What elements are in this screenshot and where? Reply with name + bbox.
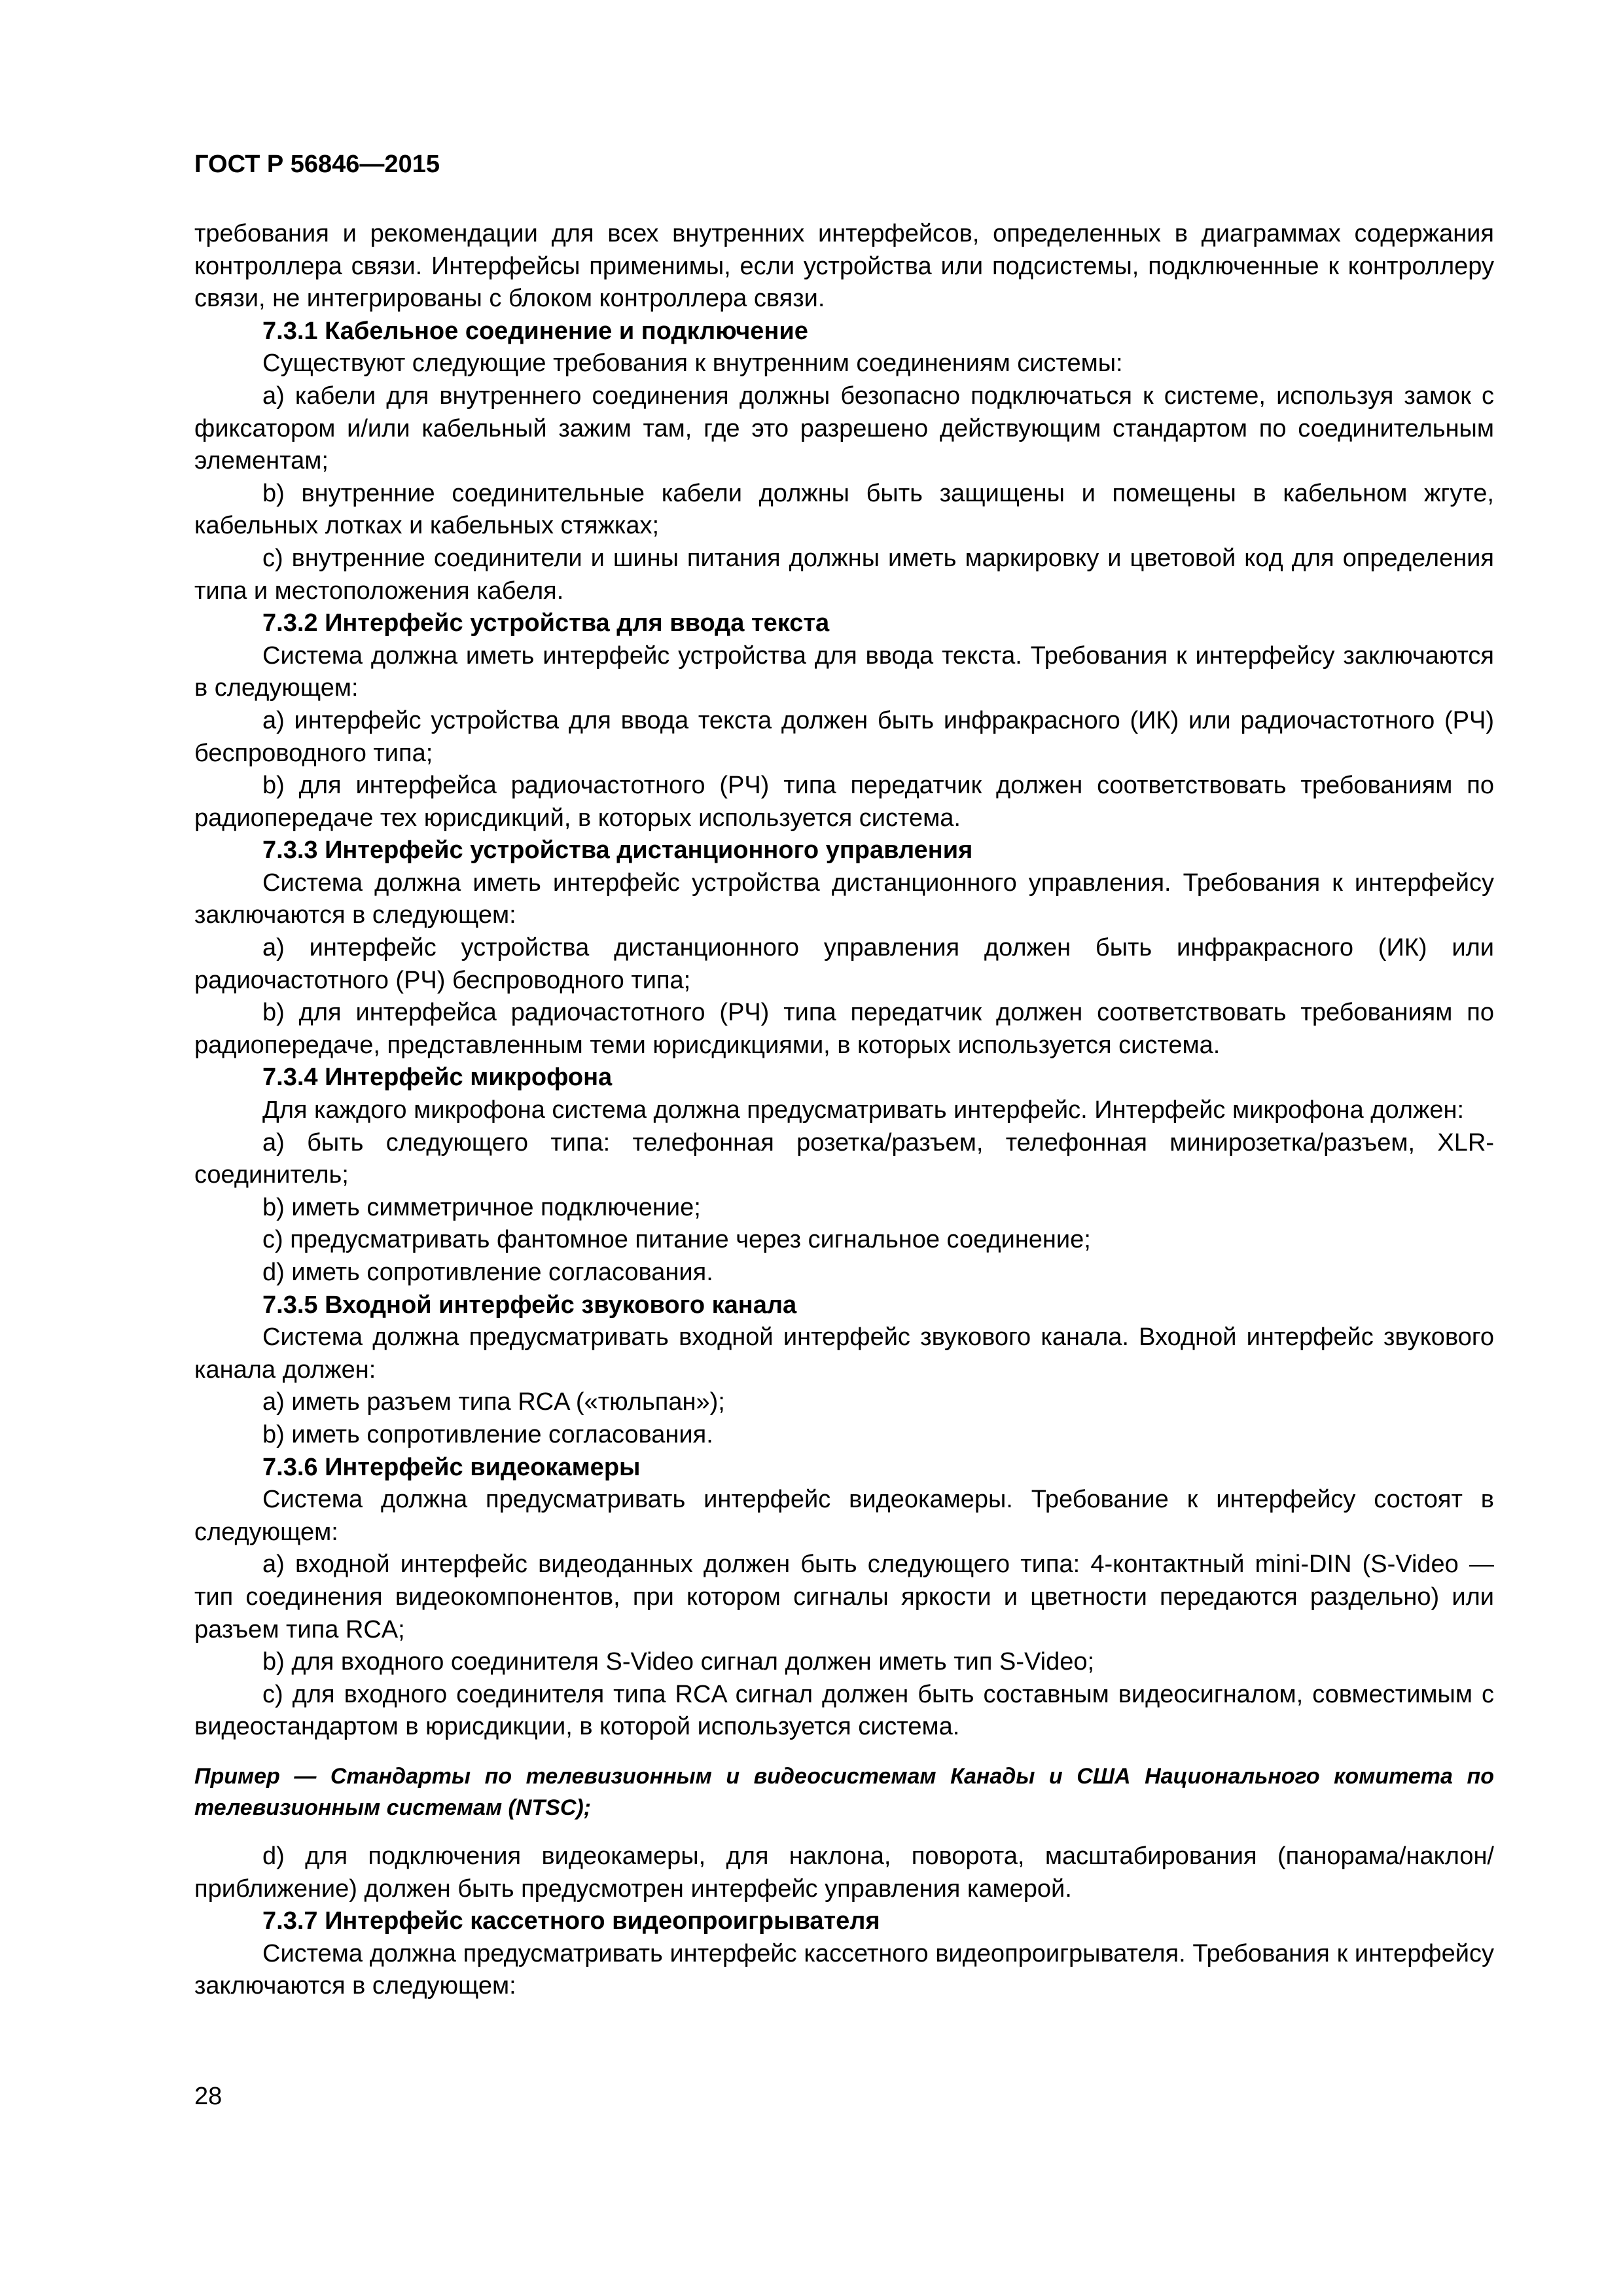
- paragraph: Система должна иметь интерфейс устройства для ввода текста. Требования к интерфейсу заключаются в следующем:: [194, 641, 1494, 702]
- paragraph: a) входной интерфейс видеоданных должен быть следующего типа: 4-контактный mini-DIN (S-Video — тип соединения видеокомпонентов, при котором сигналы яркости и цветности передаются раздельно) или разъем типа RCA;: [194, 1551, 1494, 1643]
- paragraph: требования и рекомендации для всех внутренних интерфейсов, определенных в диаграммах содержания контроллера связи. Интерфейсы применимы, если устройства или подсистемы, подключенные к контроллеру связи, не интегрированы с блоком контроллера связи.: [194, 220, 1494, 313]
- paragraph: Система должна предусматривать входной интерфейс звукового канала. Входной интерфейс звукового канала должен:: [194, 1323, 1494, 1384]
- section-heading: 7.3.1 Кабельное соединение и подключение: [262, 317, 808, 345]
- paragraph: a) интерфейс устройства дистанционного управления должен быть инфракрасного (ИК) или радиочастотного (РЧ) беспроводного типа;: [194, 934, 1494, 994]
- paragraph: c) для входного соединителя типа RCA сигнал должен быть составным видеосигналом, совместимым с видеостандартом в юрисдикции, в которой используется система.: [194, 1680, 1494, 1741]
- paragraph: Система должна предусматривать интерфейс кассетного видеопроигрывателя. Требования к интерфейсу заключаются в следующем:: [194, 1939, 1494, 2000]
- paragraph: d) иметь сопротивление согласования.: [262, 1259, 713, 1286]
- paragraph: b) иметь симметричное подключение;: [262, 1193, 701, 1221]
- example-note: Пример — Стандарты по телевизионным и видеосистемам Канады и США Национального комитета по телевизионным системам (NTSC);: [194, 1763, 1494, 1820]
- section-heading: 7.3.7 Интерфейс кассетного видеопроигрывателя: [262, 1907, 880, 1935]
- section-heading: 7.3.5 Входной интерфейс звукового канала: [262, 1291, 797, 1319]
- paragraph: b) для интерфейса радиочастотного (РЧ) типа передатчик должен соответствовать требованиям по радиопередаче, представленным теми юрисдикциями, в которых используется система.: [194, 999, 1494, 1059]
- section-heading: 7.3.2 Интерфейс устройства для ввода текста: [262, 609, 830, 637]
- paragraph: b) иметь сопротивление согласования.: [262, 1420, 713, 1448]
- paragraph: d) для подключения видеокамеры, для наклона, поворота, масштабирования (панорама/наклон/приближение) должен быть предусмотрен интерфейс управления камерой.: [194, 1842, 1494, 1903]
- paragraph: a) интерфейс устройства для ввода текста должен быть инфракрасного (ИК) или радиочастотного (РЧ) беспроводного типа;: [194, 706, 1494, 767]
- paragraph: a) иметь разъем типа RCA («тюльпан»);: [262, 1388, 725, 1416]
- paragraph: a) кабели для внутреннего соединения должны безопасно подключаться к системе, используя замок с фиксатором и/или кабельный зажим там, где это разрешено действующим стандартом по соединительным элементам;: [194, 382, 1494, 475]
- document-body: [194, 218, 1494, 2003]
- section-heading: 7.3.4 Интерфейс микрофона: [262, 1064, 613, 1092]
- section-heading: 7.3.3 Интерфейс устройства дистанционного управления: [262, 836, 973, 865]
- paragraph: a) быть следующего типа: телефонная розетка/разъем, телефонная минирозетка/разъем, XLR-соединитель;: [194, 1128, 1494, 1189]
- paragraph: Система должна иметь интерфейс устройства дистанционного управления. Требования к интерфейсу заключаются в следующем:: [194, 869, 1494, 929]
- paragraph: Система должна предусматривать интерфейс видеокамеры. Требование к интерфейсу состоят в следующем:: [194, 1486, 1494, 1546]
- paragraph: Существуют следующие требования к внутренним соединениям системы:: [262, 350, 1123, 378]
- paragraph: c) внутренние соединители и шины питания должны иметь маркировку и цветовой код для определения типа и местоположения кабеля.: [194, 544, 1494, 605]
- paragraph: b) внутренние соединительные кабели должны быть защищены и помещены в кабельном жгуте, кабельных лотках и кабельных стяжках;: [194, 479, 1494, 540]
- section-heading: 7.3.6 Интерфейс видеокамеры: [262, 1453, 641, 1481]
- page-number: 28: [194, 2083, 223, 2110]
- paragraph: Для каждого микрофона система должна предусматривать интерфейс. Интерфейс микрофона должен:: [262, 1096, 1465, 1124]
- paragraph: c) предусматривать фантомное питание через сигнальное соединение;: [262, 1226, 1091, 1254]
- paragraph: b) для интерфейса радиочастотного (РЧ) типа передатчик должен соответствовать требованиям по радиопередаче тех юрисдикций, в которых используется система.: [194, 772, 1494, 832]
- document-header: ГОСТ Р 56846—2015: [194, 151, 440, 178]
- paragraph: b) для входного соединителя S-Video сигнал должен иметь тип S-Video;: [262, 1648, 1095, 1676]
